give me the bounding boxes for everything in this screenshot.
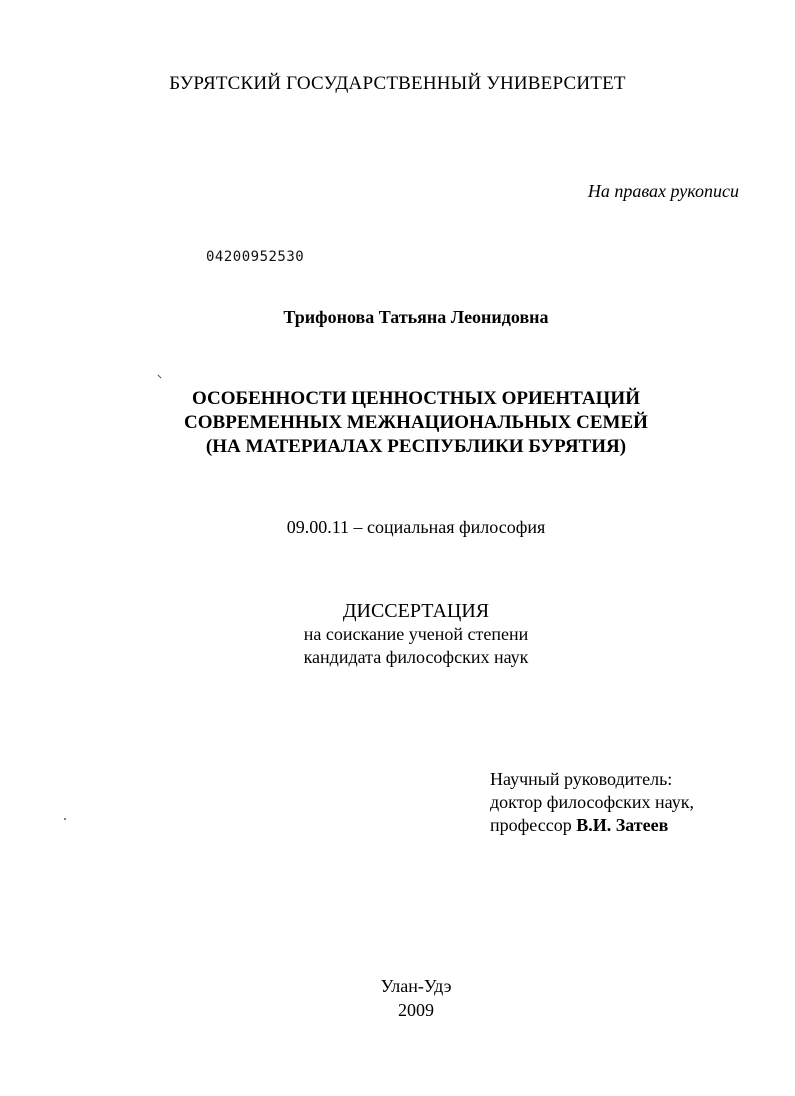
supervisor-position: профессор — [490, 815, 572, 835]
year: 2009 — [398, 1000, 434, 1020]
title-line-2: СОВРЕМЕННЫХ МЕЖНАЦИОНАЛЬНЫХ СЕМЕЙ — [184, 412, 648, 433]
dissertation-heading: ДИССЕРТАЦИЯ — [342, 600, 490, 622]
degree-line-2: кандидата философских наук — [303, 647, 529, 667]
dissertation-title — [0, 387, 795, 459]
author-name — [0, 307, 795, 328]
degree-line-1: на соискание ученой степени — [303, 624, 529, 644]
supervisor-degree: доктор философских наук, — [490, 792, 694, 812]
university-name: БУРЯТСКИЙ ГОСУДАРСТВЕННЫЙ УНИВЕРСИТЕТ — [169, 73, 626, 94]
specialty-code: 09.00.11 – социальная философия — [286, 517, 546, 537]
catalog-code: 04200952530 — [206, 249, 305, 265]
city: Улан-Удэ — [380, 976, 452, 996]
place-and-year — [0, 974, 795, 1022]
supervisor-block — [490, 768, 694, 837]
rights-note: На правах рукописи — [587, 181, 739, 201]
supervisor-line — [490, 814, 694, 837]
title-line-3: (НА МАТЕРИАЛАХ РЕСПУБЛИКИ БУРЯТИЯ) — [205, 436, 627, 457]
supervisor-label: Научный руководитель: — [490, 769, 673, 789]
supervisor-name: В.И. Затеев — [576, 815, 669, 835]
title-line-1: ОСОБЕННОСТИ ЦЕННОСТНЫХ ОРИЕНТАЦИЙ — [192, 388, 640, 409]
scan-speck — [64, 818, 66, 820]
scan-speck — [157, 374, 161, 378]
dissertation-type — [0, 600, 795, 669]
author-full-name: Трифонова Татьяна Леонидовна — [283, 307, 549, 327]
